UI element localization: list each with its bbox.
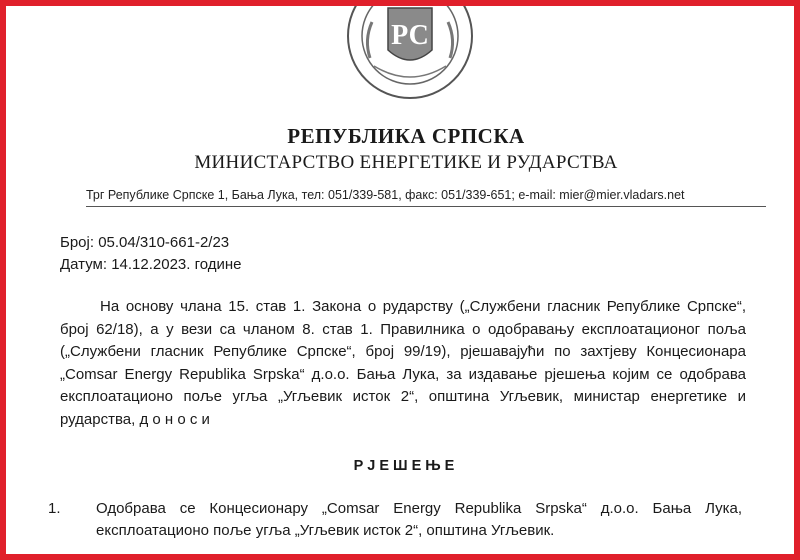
address-line: Трг Републике Српске 1, Бања Лука, тел: 051/339-581, факс: 051/339-651; e-mail: mier@mier.vladars.net	[86, 188, 766, 207]
decision-item-text: Одобрава се Концесионару „Comsar Energy Republika Srpska“ д.о.о. Бања Лука, експлоатационо поље угља „Угљевик исток 2“, општина Угљевик.	[96, 500, 742, 539]
preamble-text: На основу члана 15. став 1. Закона о рударству („Службени гласник Републике Српске“, број 62/18), а у вези са чланом 8. став 1. Правилника о одобравању експлоатационог поља („Службени гласник Републике Српске“, број 99/19), рјешавајући по захтјеву Концесионара „Comsar Energy Republika Srpska“ д.о.о. Бања Лука, за издавање рјешења којим се одобрава експлоатационо поље угља „Угљевик исток 2“, општина Угљевик, министар енергетике и рударства, д о н о с и	[60, 298, 746, 428]
decision-title: РЈЕШЕЊЕ	[353, 458, 459, 474]
ministry-name: МИНИСТАРСТВО ЕНЕРГЕТИКЕ И РУДАРСТВА	[194, 152, 618, 173]
preamble-paragraph	[60, 296, 746, 431]
svg-text:РС: РС	[391, 20, 429, 51]
document-date: Датум: 14.12.2023. године	[60, 256, 242, 273]
decision-item-number: 1.	[48, 500, 61, 517]
header-title: РЕПУБЛИКА СРПСКА	[287, 124, 525, 148]
document-number: Број: 05.04/310-661-2/23	[60, 234, 230, 251]
coat-of-arms-seal-icon	[344, 0, 476, 102]
